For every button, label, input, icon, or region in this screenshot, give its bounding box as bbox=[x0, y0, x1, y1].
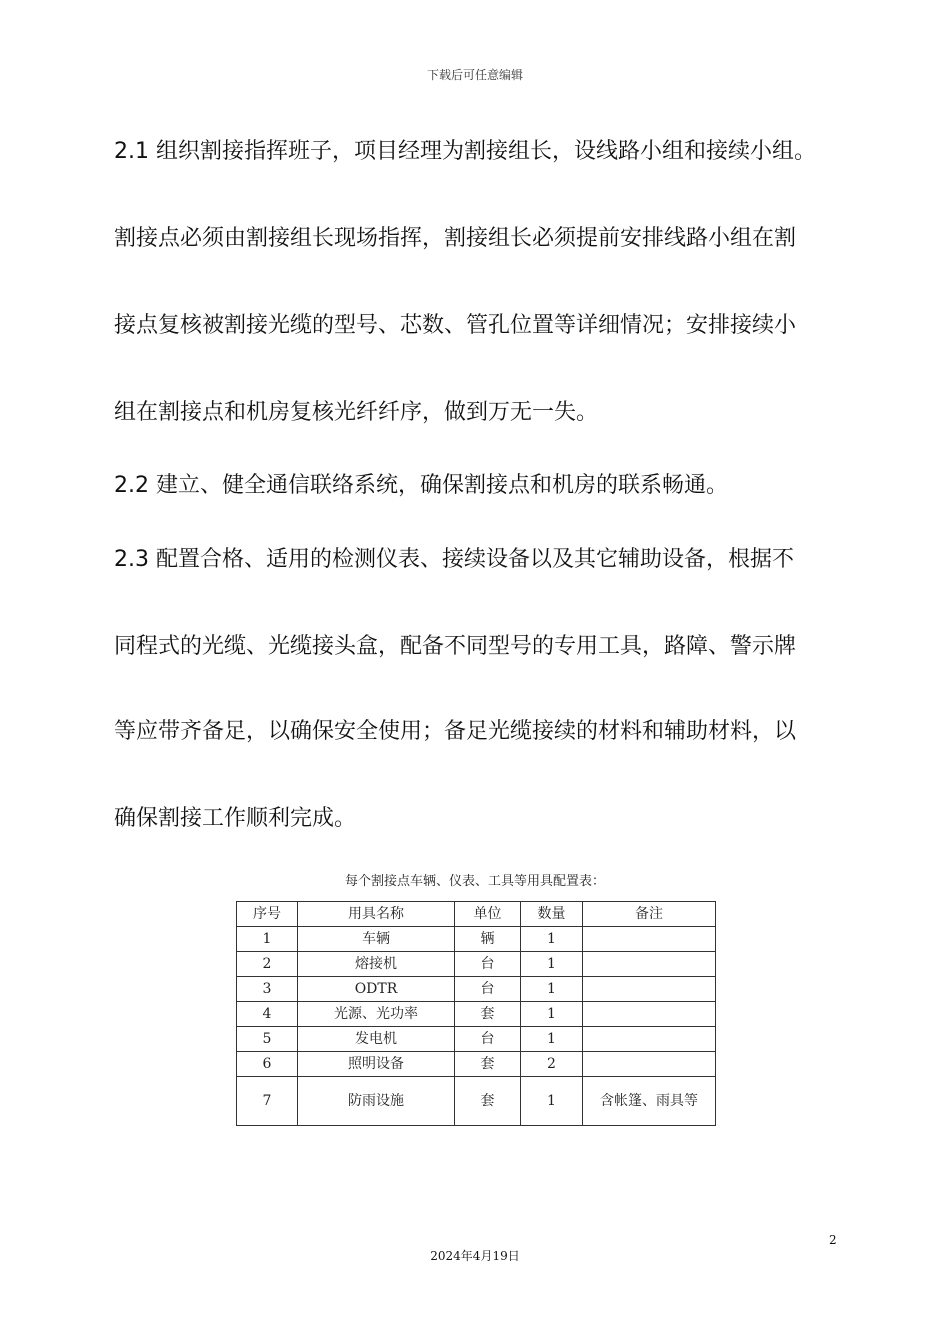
cell-quantity: 1 bbox=[521, 977, 583, 1002]
cell-note bbox=[583, 1052, 716, 1077]
cell-unit: 台 bbox=[455, 952, 521, 977]
table-row bbox=[237, 1002, 716, 1027]
cell-unit: 套 bbox=[455, 1077, 521, 1126]
cell-note: 含帐篷、雨具等 bbox=[583, 1077, 716, 1126]
table-row bbox=[237, 1052, 716, 1077]
cell-index: 5 bbox=[237, 1027, 298, 1052]
cell-quantity: 1 bbox=[521, 1002, 583, 1027]
cell-index: 6 bbox=[237, 1052, 298, 1077]
column-header: 序号 bbox=[237, 902, 298, 927]
cell-item-name: 照明设备 bbox=[298, 1052, 455, 1077]
table-row bbox=[237, 1027, 716, 1052]
cell-quantity: 1 bbox=[521, 1027, 583, 1052]
cell-unit: 台 bbox=[455, 1027, 521, 1052]
column-header: 用具名称 bbox=[298, 902, 455, 927]
table-row bbox=[237, 952, 716, 977]
cell-note bbox=[583, 952, 716, 977]
cell-unit: 台 bbox=[455, 977, 521, 1002]
table-row bbox=[237, 977, 716, 1002]
cell-index: 4 bbox=[237, 1002, 298, 1027]
body-line: 等应带齐备足，以确保安全使用；备足光缆接续的材料和辅助材料，以 bbox=[114, 719, 797, 744]
body-line: 确保割接工作顺利完成。 bbox=[114, 806, 357, 831]
body-line: 割接点必须由割接组长现场指挥，割接组长必须提前安排线路小组在割 bbox=[114, 226, 797, 251]
cell-index: 2 bbox=[237, 952, 298, 977]
cell-note bbox=[583, 1027, 716, 1052]
cell-unit: 套 bbox=[455, 1052, 521, 1077]
table-row bbox=[237, 927, 716, 952]
cell-note bbox=[583, 927, 716, 952]
cell-quantity: 1 bbox=[521, 1077, 583, 1126]
cell-item-name: 防雨设施 bbox=[298, 1077, 455, 1126]
page-number: 2 bbox=[829, 1233, 837, 1247]
cell-unit: 套 bbox=[455, 1002, 521, 1027]
column-header: 备注 bbox=[583, 902, 716, 927]
cell-quantity: 2 bbox=[521, 1052, 583, 1077]
cell-note bbox=[583, 977, 716, 1002]
cell-unit: 辆 bbox=[455, 927, 521, 952]
table-header-row bbox=[237, 902, 716, 927]
page-header: 下载后可任意编辑 bbox=[426, 68, 523, 82]
body-line: 接点复核被割接光缆的型号、芯数、管孔位置等详细情况；安排接续小 bbox=[114, 313, 797, 338]
table-row bbox=[237, 1077, 716, 1126]
column-header: 单位 bbox=[455, 902, 521, 927]
table-caption: 每个割接点车辆、仪表、工具等用具配置表： bbox=[344, 874, 605, 889]
cell-item-name: 发电机 bbox=[298, 1027, 455, 1052]
cell-item-name: ODTR bbox=[298, 977, 455, 1002]
body-line: 2.1 组织割接指挥班子，项目经理为割接组长，设线路小组和接续小组。 bbox=[114, 139, 816, 164]
body-line: 组在割接点和机房复核光纤纤序，做到万无一失。 bbox=[114, 400, 599, 425]
body-line: 同程式的光缆、光缆接头盒，配备不同型号的专用工具，路障、警示牌 bbox=[114, 634, 797, 659]
page-footer-date: 2024年4月19日 bbox=[430, 1249, 520, 1263]
cell-item-name: 车辆 bbox=[298, 927, 455, 952]
cell-quantity: 1 bbox=[521, 952, 583, 977]
body-line: 2.2 建立、健全通信联络系统，确保割接点和机房的联系畅通。 bbox=[114, 473, 728, 498]
body-line: 2.3 配置合格、适用的检测仪表、接续设备以及其它辅助设备，根据不 bbox=[114, 547, 794, 572]
cell-item-name: 熔接机 bbox=[298, 952, 455, 977]
equipment-table bbox=[236, 901, 716, 1126]
cell-index: 1 bbox=[237, 927, 298, 952]
cell-note bbox=[583, 1002, 716, 1027]
cell-item-name: 光源、光功率 bbox=[298, 1002, 455, 1027]
cell-index: 7 bbox=[237, 1077, 298, 1126]
cell-quantity: 1 bbox=[521, 927, 583, 952]
column-header: 数量 bbox=[521, 902, 583, 927]
cell-index: 3 bbox=[237, 977, 298, 1002]
